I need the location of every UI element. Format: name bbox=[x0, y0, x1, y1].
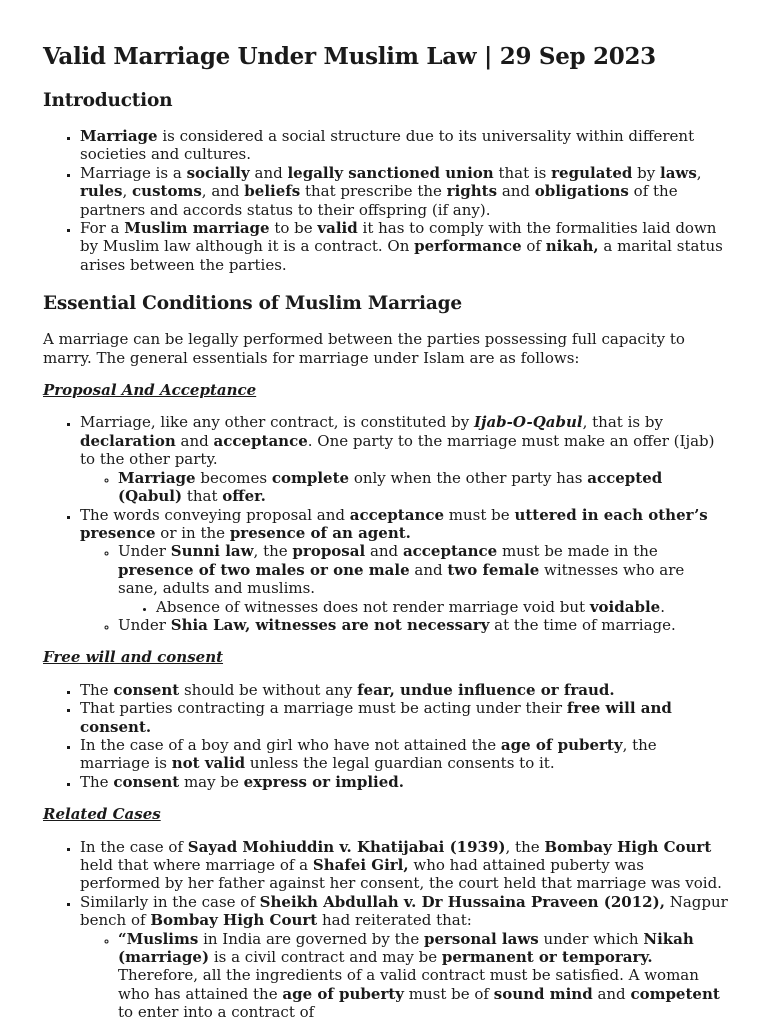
list-item bbox=[80, 506, 728, 635]
emphasis-text: competent bbox=[630, 984, 720, 1003]
emphasis-text: presence of an agent. bbox=[229, 523, 411, 542]
emphasis-text: socially bbox=[186, 163, 250, 182]
list-item-text: Marriage, like any other contract, is constituted by Ijab-O-Qabul, that is by declaration and acceptance. One party to the marriage must make an offer (Ijab) to the other party. bbox=[80, 413, 715, 469]
free-will-list bbox=[43, 681, 728, 791]
introduction-list bbox=[43, 127, 728, 274]
section-heading-introduction: Introduction bbox=[43, 90, 173, 111]
emphasis-text: Nikah (marriage) bbox=[118, 929, 694, 967]
emphasis-text: Ijab-O-Qabul bbox=[474, 413, 583, 432]
emphasis-text: obligations bbox=[534, 182, 629, 201]
list-item: ▪ Marriage is considered a social structure due to its universality within different societies and cultures. bbox=[80, 127, 728, 164]
emphasis-text: complete bbox=[271, 468, 350, 487]
emphasis-text: Marriage bbox=[118, 468, 196, 487]
emphasis-text: presence of two males or one male bbox=[118, 560, 410, 579]
emphasis-text: consent bbox=[113, 772, 180, 791]
emphasis-text: legally sanctioned union bbox=[287, 163, 494, 182]
emphasis-text: Shia Law, witnesses are not necessary bbox=[170, 615, 490, 634]
subheading-free-will-consent: Free will and consent bbox=[43, 648, 224, 667]
subheading-related-cases: Related Cases bbox=[43, 805, 161, 824]
emphasis-text: Bombay High Court bbox=[150, 911, 318, 930]
emphasis-text: laws bbox=[660, 163, 697, 182]
emphasis-text: Marriage bbox=[80, 127, 158, 145]
emphasis-text: voidable bbox=[589, 597, 661, 616]
emphasis-text: age of puberty bbox=[282, 984, 404, 1003]
emphasis-text: proposal bbox=[292, 542, 366, 561]
essentials-paragraph: A marriage can be legally performed between the parties possessing full capacity to marry. The general essentials for marriage under Islam are as follows: bbox=[43, 330, 685, 367]
emphasis-text: free will and consent. bbox=[80, 699, 672, 736]
emphasis-text: uttered in each other’s presence bbox=[80, 505, 708, 542]
emphasis-text: acceptance bbox=[213, 431, 308, 450]
sub-list-item: ◦ Marriage becomes complete only when the other party has accepted (Qabul) that offer. bbox=[118, 469, 728, 506]
emphasis-text: rules bbox=[80, 182, 123, 201]
emphasis-text: regulated bbox=[551, 163, 633, 182]
emphasis-text: accepted (Qabul) bbox=[118, 468, 663, 506]
subheading-proposal-acceptance: Proposal And Acceptance bbox=[43, 381, 257, 400]
list-item: ▪ The consent should be without any fear, undue influence or fraud. bbox=[80, 681, 728, 699]
list-item: ▪ Marriage is a socially and legally sanctioned union that is regulated by laws, rules, customs, and beliefs that prescribe the rights and obligations of the partners and accords status to their offspring (if any). bbox=[80, 164, 728, 219]
emphasis-text: not valid bbox=[171, 754, 246, 773]
sub-list bbox=[80, 930, 728, 1022]
emphasis-text: fear, undue influence or fraud. bbox=[357, 680, 615, 699]
emphasis-text: valid bbox=[317, 219, 358, 238]
sub-list-item bbox=[118, 542, 728, 616]
emphasis-text: age of puberty bbox=[500, 735, 623, 754]
list-item bbox=[80, 413, 728, 505]
nested-sub-list bbox=[118, 598, 728, 616]
emphasis-text: Bombay High Court bbox=[544, 837, 712, 856]
related-cases-list bbox=[43, 838, 728, 1022]
emphasis-text: acceptance bbox=[402, 542, 498, 561]
emphasis-text: rights bbox=[446, 182, 498, 201]
emphasis-text: nikah, bbox=[545, 237, 599, 256]
emphasis-text: Shafei Girl, bbox=[312, 856, 409, 874]
emphasis-text: express or implied. bbox=[243, 772, 404, 791]
emphasis-text: Sayad Mohiuddin v. Khatijabai (1939) bbox=[187, 837, 506, 856]
sub-list bbox=[80, 469, 728, 506]
emphasis-text: permanent or temporary. bbox=[441, 948, 653, 967]
emphasis-text: Muslim marriage bbox=[124, 219, 270, 238]
emphasis-text: offer. bbox=[222, 487, 266, 506]
emphasis-text: Sunni law bbox=[170, 542, 254, 561]
list-item: ▪ The consent may be express or implied. bbox=[80, 773, 728, 791]
emphasis-text: “Muslims bbox=[118, 929, 199, 948]
emphasis-text: acceptance bbox=[349, 505, 445, 524]
sub-list-item: ◦ “Muslims in India are governed by the personal laws under which Nikah (marriage) is a civil contract and may be permanent or temporary. Therefore, all the ingredients of a valid contract must be satisfied. A woman who has attained the age of puberty must be of sound mind and competent to enter into a contract of bbox=[118, 930, 728, 1022]
emphasis-text: sound mind bbox=[493, 984, 593, 1003]
list-item: ▪ In the case of Sayad Mohiuddin v. Khatijabai (1939), the Bombay High Court held that where marriage of a Shafei Girl, who had attained puberty was performed by her father against her consent, the court held that marriage was void. bbox=[80, 838, 728, 893]
page-title: Valid Marriage Under Muslim Law | 29 Sep 2023 bbox=[43, 43, 656, 70]
proposal-list bbox=[43, 413, 728, 634]
emphasis-text: declaration bbox=[80, 431, 176, 450]
sub-list bbox=[80, 542, 728, 634]
nested-sub-list-item: • Absence of witnesses does not render marriage void but voidable. bbox=[156, 598, 728, 616]
list-item: ▪ That parties contracting a marriage must be acting under their free will and consent. bbox=[80, 699, 728, 736]
section-heading-essential-conditions: Essential Conditions of Muslim Marriage bbox=[43, 293, 462, 315]
list-item: ▪ For a Muslim marriage to be valid it has to comply with the formalities laid down by Muslim law although it is a contract. On performance of nikah, a marital status arises between the parties. bbox=[80, 219, 728, 274]
emphasis-text: two female bbox=[447, 560, 540, 579]
emphasis-text: personal laws bbox=[424, 929, 539, 948]
list-item-text: The words conveying proposal and acceptance must be uttered in each other’s presence or in the presence of an agent. bbox=[80, 505, 708, 542]
sub-list-item-text: Under Sunni law, the proposal and acceptance must be made in the presence of two males or one male and two female witnesses who are sane, adults and muslims. bbox=[118, 542, 685, 598]
emphasis-text: beliefs bbox=[244, 182, 301, 201]
emphasis-text: Sheikh Abdullah v. Dr Hussaina Praveen (2012), bbox=[259, 892, 665, 911]
emphasis-text: customs bbox=[132, 182, 202, 201]
sub-list-item: ◦ Under Shia Law, witnesses are not necessary at the time of marriage. bbox=[118, 616, 728, 634]
list-item: ▪ In the case of a boy and girl who have not attained the age of puberty, the marriage is not valid unless the legal guardian consents to it. bbox=[80, 736, 728, 773]
emphasis-text: performance bbox=[414, 237, 522, 256]
list-item-text: Similarly in the case of Sheikh Abdullah v. Dr Hussaina Praveen (2012), Nagpur bench of Bombay High Court had reiterated that: bbox=[80, 892, 728, 930]
emphasis-text: consent bbox=[113, 680, 180, 699]
list-item bbox=[80, 893, 728, 1022]
